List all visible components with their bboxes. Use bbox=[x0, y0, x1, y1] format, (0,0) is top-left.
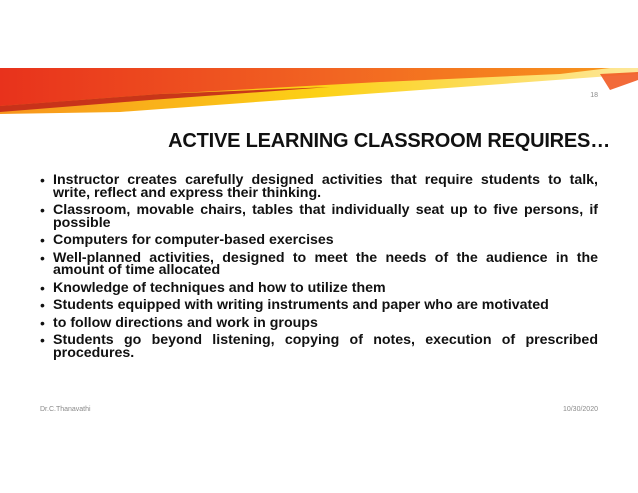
bullet-marker: • bbox=[40, 314, 45, 331]
list-item bbox=[40, 334, 598, 359]
bullet-marker: • bbox=[40, 297, 45, 313]
bullet-text: Well-planned activities, designed to meet the needs of the audience in the amount of time allocated bbox=[53, 249, 598, 278]
bullet-text: Instructor creates carefully designed activities that require students to talk, write, reflect and express their thinking. bbox=[53, 172, 598, 201]
list-item bbox=[40, 299, 598, 312]
bullet-text: to follow directions and work in groups bbox=[53, 314, 318, 331]
decorative-banner bbox=[0, 60, 638, 120]
footer-date: 10/30/2020 bbox=[562, 406, 598, 413]
list-item bbox=[40, 174, 598, 199]
list-item bbox=[40, 314, 598, 331]
slide-number: 18 bbox=[590, 92, 598, 99]
list-item bbox=[40, 234, 598, 247]
bullet-text: Students equipped with writing instruments and paper who are motivated bbox=[53, 297, 549, 313]
banner-tail bbox=[600, 72, 638, 90]
bullet-list bbox=[40, 174, 598, 364]
bullet-text: Knowledge of techniques and how to utilize them bbox=[53, 279, 386, 296]
bullet-marker: • bbox=[40, 172, 45, 188]
list-item bbox=[40, 249, 598, 278]
list-item bbox=[40, 204, 598, 229]
bullet-marker: • bbox=[40, 332, 45, 348]
slide-title: ACTIVE LEARNING CLASSROOM REQUIRES… bbox=[168, 130, 610, 152]
bullet-marker: • bbox=[40, 202, 45, 218]
bullet-marker: • bbox=[40, 249, 45, 266]
bullet-text: Students go beyond listening, copying of notes, execution of prescribed procedures. bbox=[53, 332, 598, 361]
list-item bbox=[40, 279, 598, 296]
bullet-marker: • bbox=[40, 279, 45, 296]
bullet-text: Classroom, movable chairs, tables that individually seat up to five persons, if possible bbox=[53, 202, 598, 231]
footer-author: Dr.C.Thanavathi bbox=[40, 406, 91, 413]
bullet-text: Computers for computer-based exercises bbox=[53, 232, 334, 248]
bullet-marker: • bbox=[40, 232, 45, 248]
